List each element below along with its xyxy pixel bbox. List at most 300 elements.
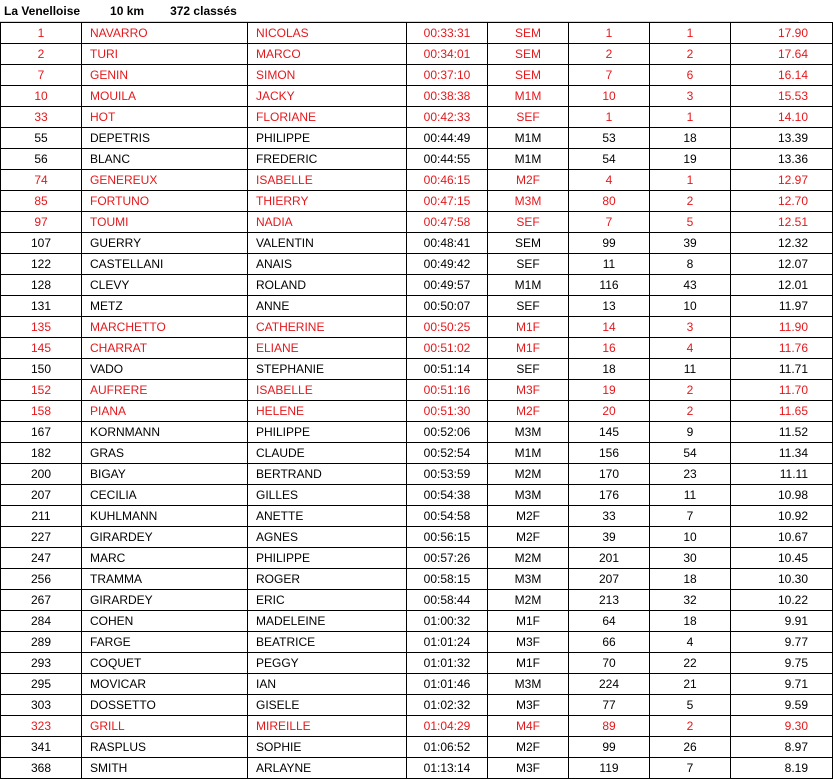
table-row <box>1 212 833 233</box>
cell-gender-rank: 7 <box>569 65 650 86</box>
table-row <box>1 485 833 506</box>
cell-place: 284 <box>1 611 82 632</box>
cell-category-rank: 2 <box>650 716 731 737</box>
table-row <box>1 695 833 716</box>
cell-time: 00:49:57 <box>407 275 488 296</box>
cell-gender-rank: 18 <box>569 359 650 380</box>
cell-category: SEM <box>488 233 569 254</box>
cell-lastname: CHARRAT <box>82 338 248 359</box>
cell-lastname: BLANC <box>82 149 248 170</box>
cell-place: 211 <box>1 506 82 527</box>
cell-category-rank: 26 <box>650 737 731 758</box>
table-row <box>1 632 833 653</box>
table-row <box>1 716 833 737</box>
cell-place: 200 <box>1 464 82 485</box>
cell-gender-rank: 7 <box>569 212 650 233</box>
cell-speed: 11.65 <box>731 401 833 422</box>
cell-speed: 17.90 <box>731 23 833 44</box>
cell-category: SEM <box>488 65 569 86</box>
cell-time: 00:52:54 <box>407 443 488 464</box>
cell-speed: 13.39 <box>731 128 833 149</box>
cell-firstname: CATHERINE <box>248 317 407 338</box>
cell-time: 00:48:41 <box>407 233 488 254</box>
cell-gender-rank: 16 <box>569 338 650 359</box>
cell-firstname: CLAUDE <box>248 443 407 464</box>
cell-place: 293 <box>1 653 82 674</box>
table-row <box>1 653 833 674</box>
cell-category: M1M <box>488 443 569 464</box>
cell-lastname: GENEREUX <box>82 170 248 191</box>
cell-firstname: NADIA <box>248 212 407 233</box>
cell-lastname: FORTUNO <box>82 191 248 212</box>
cell-firstname: JACKY <box>248 86 407 107</box>
cell-lastname: NAVARRO <box>82 23 248 44</box>
cell-category: SEM <box>488 23 569 44</box>
table-row <box>1 128 833 149</box>
cell-speed: 13.36 <box>731 149 833 170</box>
table-row <box>1 233 833 254</box>
table-row <box>1 170 833 191</box>
table-row <box>1 338 833 359</box>
cell-category-rank: 9 <box>650 422 731 443</box>
cell-firstname: ERIC <box>248 590 407 611</box>
table-row <box>1 254 833 275</box>
cell-speed: 16.14 <box>731 65 833 86</box>
cell-lastname: PIANA <box>82 401 248 422</box>
cell-gender-rank: 10 <box>569 86 650 107</box>
cell-lastname: TOUMI <box>82 212 248 233</box>
cell-firstname: ISABELLE <box>248 170 407 191</box>
cell-speed: 11.11 <box>731 464 833 485</box>
cell-gender-rank: 201 <box>569 548 650 569</box>
cell-speed: 10.22 <box>731 590 833 611</box>
cell-time: 01:06:52 <box>407 737 488 758</box>
cell-speed: 12.01 <box>731 275 833 296</box>
cell-category-rank: 43 <box>650 275 731 296</box>
cell-place: 182 <box>1 443 82 464</box>
cell-firstname: MARCO <box>248 44 407 65</box>
cell-place: 145 <box>1 338 82 359</box>
cell-time: 01:01:32 <box>407 653 488 674</box>
cell-lastname: DOSSETTO <box>82 695 248 716</box>
table-row <box>1 443 833 464</box>
cell-time: 00:56:15 <box>407 527 488 548</box>
cell-place: 135 <box>1 317 82 338</box>
cell-speed: 10.92 <box>731 506 833 527</box>
cell-gender-rank: 145 <box>569 422 650 443</box>
cell-speed: 12.70 <box>731 191 833 212</box>
cell-firstname: STEPHANIE <box>248 359 407 380</box>
cell-firstname: BEATRICE <box>248 632 407 653</box>
table-row <box>1 23 833 44</box>
cell-time: 00:51:14 <box>407 359 488 380</box>
table-row <box>1 296 833 317</box>
table-row <box>1 401 833 422</box>
cell-place: 56 <box>1 149 82 170</box>
cell-gender-rank: 53 <box>569 128 650 149</box>
cell-category: M1M <box>488 275 569 296</box>
cell-category-rank: 39 <box>650 233 731 254</box>
cell-speed: 12.51 <box>731 212 833 233</box>
cell-place: 289 <box>1 632 82 653</box>
cell-gender-rank: 14 <box>569 317 650 338</box>
cell-category: SEF <box>488 107 569 128</box>
cell-gender-rank: 116 <box>569 275 650 296</box>
cell-time: 00:51:02 <box>407 338 488 359</box>
cell-category-rank: 2 <box>650 401 731 422</box>
cell-firstname: FREDERIC <box>248 149 407 170</box>
cell-category: M2F <box>488 527 569 548</box>
cell-category-rank: 19 <box>650 149 731 170</box>
cell-category: M1M <box>488 86 569 107</box>
cell-firstname: ROLAND <box>248 275 407 296</box>
cell-category: M2M <box>488 464 569 485</box>
cell-time: 01:01:24 <box>407 632 488 653</box>
cell-place: 10 <box>1 86 82 107</box>
cell-time: 00:47:58 <box>407 212 488 233</box>
cell-place: 341 <box>1 737 82 758</box>
cell-speed: 11.90 <box>731 317 833 338</box>
cell-gender-rank: 89 <box>569 716 650 737</box>
cell-firstname: PEGGY <box>248 653 407 674</box>
cell-place: 122 <box>1 254 82 275</box>
table-row <box>1 737 833 758</box>
cell-category-rank: 21 <box>650 674 731 695</box>
cell-firstname: ELIANE <box>248 338 407 359</box>
cell-firstname: MADELEINE <box>248 611 407 632</box>
table-row <box>1 359 833 380</box>
cell-time: 01:04:29 <box>407 716 488 737</box>
cell-category: M3F <box>488 758 569 779</box>
cell-gender-rank: 39 <box>569 527 650 548</box>
cell-speed: 11.34 <box>731 443 833 464</box>
cell-firstname: IAN <box>248 674 407 695</box>
cell-category: SEM <box>488 44 569 65</box>
cell-speed: 11.52 <box>731 422 833 443</box>
cell-category-rank: 1 <box>650 107 731 128</box>
cell-gender-rank: 70 <box>569 653 650 674</box>
cell-category: SEF <box>488 254 569 275</box>
cell-category: M3F <box>488 380 569 401</box>
cell-speed: 9.30 <box>731 716 833 737</box>
cell-lastname: MOUILA <box>82 86 248 107</box>
cell-firstname: VALENTIN <box>248 233 407 254</box>
cell-category-rank: 7 <box>650 758 731 779</box>
cell-place: 323 <box>1 716 82 737</box>
table-row <box>1 380 833 401</box>
cell-gender-rank: 80 <box>569 191 650 212</box>
cell-gender-rank: 170 <box>569 464 650 485</box>
table-row <box>1 506 833 527</box>
cell-lastname: COQUET <box>82 653 248 674</box>
cell-category: M3F <box>488 695 569 716</box>
cell-category-rank: 3 <box>650 317 731 338</box>
cell-place: 85 <box>1 191 82 212</box>
cell-speed: 17.64 <box>731 44 833 65</box>
cell-lastname: GIRARDEY <box>82 527 248 548</box>
cell-category: SEF <box>488 296 569 317</box>
cell-time: 01:13:14 <box>407 758 488 779</box>
cell-time: 00:33:31 <box>407 23 488 44</box>
cell-place: 267 <box>1 590 82 611</box>
cell-firstname: PHILIPPE <box>248 548 407 569</box>
cell-category-rank: 11 <box>650 359 731 380</box>
cell-category: M1F <box>488 653 569 674</box>
cell-lastname: FARGE <box>82 632 248 653</box>
table-row <box>1 107 833 128</box>
cell-speed: 9.77 <box>731 632 833 653</box>
cell-firstname: ISABELLE <box>248 380 407 401</box>
cell-category: M1M <box>488 149 569 170</box>
cell-category-rank: 8 <box>650 254 731 275</box>
cell-category-rank: 5 <box>650 695 731 716</box>
cell-place: 150 <box>1 359 82 380</box>
cell-gender-rank: 156 <box>569 443 650 464</box>
cell-lastname: COHEN <box>82 611 248 632</box>
cell-place: 167 <box>1 422 82 443</box>
cell-place: 158 <box>1 401 82 422</box>
cell-place: 152 <box>1 380 82 401</box>
cell-gender-rank: 54 <box>569 149 650 170</box>
table-row <box>1 674 833 695</box>
cell-speed: 8.97 <box>731 737 833 758</box>
cell-place: 247 <box>1 548 82 569</box>
cell-time: 00:58:15 <box>407 569 488 590</box>
cell-lastname: GIRARDEY <box>82 590 248 611</box>
cell-gender-rank: 77 <box>569 695 650 716</box>
cell-category: M1F <box>488 317 569 338</box>
cell-place: 7 <box>1 65 82 86</box>
cell-place: 55 <box>1 128 82 149</box>
table-row <box>1 590 833 611</box>
cell-category: M1F <box>488 611 569 632</box>
cell-speed: 12.07 <box>731 254 833 275</box>
cell-category-rank: 23 <box>650 464 731 485</box>
cell-category-rank: 3 <box>650 86 731 107</box>
cell-place: 207 <box>1 485 82 506</box>
cell-time: 00:51:30 <box>407 401 488 422</box>
cell-place: 74 <box>1 170 82 191</box>
cell-speed: 12.97 <box>731 170 833 191</box>
cell-gender-rank: 19 <box>569 380 650 401</box>
cell-category: M3M <box>488 485 569 506</box>
cell-category-rank: 1 <box>650 170 731 191</box>
cell-time: 00:50:25 <box>407 317 488 338</box>
cell-speed: 10.98 <box>731 485 833 506</box>
cell-speed: 9.59 <box>731 695 833 716</box>
cell-time: 00:57:26 <box>407 548 488 569</box>
cell-firstname: THIERRY <box>248 191 407 212</box>
cell-category-rank: 32 <box>650 590 731 611</box>
cell-place: 227 <box>1 527 82 548</box>
cell-lastname: KUHLMANN <box>82 506 248 527</box>
cell-time: 00:54:38 <box>407 485 488 506</box>
cell-place: 33 <box>1 107 82 128</box>
cell-firstname: HELENE <box>248 401 407 422</box>
cell-lastname: GRILL <box>82 716 248 737</box>
cell-place: 128 <box>1 275 82 296</box>
cell-speed: 11.71 <box>731 359 833 380</box>
cell-category: M2M <box>488 548 569 569</box>
cell-firstname: NICOLAS <box>248 23 407 44</box>
table-row <box>1 86 833 107</box>
cell-speed: 9.75 <box>731 653 833 674</box>
cell-gender-rank: 119 <box>569 758 650 779</box>
race-distance: 10 km <box>110 3 145 18</box>
cell-category-rank: 11 <box>650 485 731 506</box>
cell-category-rank: 10 <box>650 296 731 317</box>
cell-gender-rank: 13 <box>569 296 650 317</box>
cell-lastname: BIGAY <box>82 464 248 485</box>
cell-category-rank: 18 <box>650 128 731 149</box>
cell-place: 131 <box>1 296 82 317</box>
cell-gender-rank: 1 <box>569 107 650 128</box>
cell-time: 01:00:32 <box>407 611 488 632</box>
cell-speed: 14.10 <box>731 107 833 128</box>
cell-firstname: PHILIPPE <box>248 128 407 149</box>
cell-category-rank: 6 <box>650 65 731 86</box>
cell-speed: 11.97 <box>731 296 833 317</box>
cell-lastname: GENIN <box>82 65 248 86</box>
cell-lastname: GRAS <box>82 443 248 464</box>
cell-firstname: PHILIPPE <box>248 422 407 443</box>
cell-firstname: SOPHIE <box>248 737 407 758</box>
cell-firstname: GILLES <box>248 485 407 506</box>
cell-speed: 10.30 <box>731 569 833 590</box>
cell-speed: 10.45 <box>731 548 833 569</box>
cell-category: M1M <box>488 128 569 149</box>
cell-time: 01:01:46 <box>407 674 488 695</box>
cell-lastname: TURI <box>82 44 248 65</box>
cell-category: M2F <box>488 401 569 422</box>
cell-firstname: ANETTE <box>248 506 407 527</box>
cell-speed: 12.32 <box>731 233 833 254</box>
table-row <box>1 44 833 65</box>
cell-lastname: SMITH <box>82 758 248 779</box>
table-row <box>1 758 833 779</box>
cell-gender-rank: 1 <box>569 23 650 44</box>
cell-category: SEF <box>488 212 569 233</box>
cell-lastname: CECILIA <box>82 485 248 506</box>
cell-time: 00:44:55 <box>407 149 488 170</box>
cell-lastname: CLEVY <box>82 275 248 296</box>
table-row <box>1 464 833 485</box>
cell-lastname: TRAMMA <box>82 569 248 590</box>
cell-place: 368 <box>1 758 82 779</box>
cell-category: M2F <box>488 737 569 758</box>
cell-category: SEF <box>488 359 569 380</box>
table-row <box>1 65 833 86</box>
cell-lastname: MARC <box>82 548 248 569</box>
table-row <box>1 569 833 590</box>
cell-time: 00:52:06 <box>407 422 488 443</box>
cell-category-rank: 18 <box>650 569 731 590</box>
cell-gender-rank: 99 <box>569 737 650 758</box>
cell-time: 00:50:07 <box>407 296 488 317</box>
cell-place: 295 <box>1 674 82 695</box>
cell-firstname: ANNE <box>248 296 407 317</box>
race-name: La Venelloise <box>4 3 81 18</box>
cell-gender-rank: 11 <box>569 254 650 275</box>
cell-firstname: MIREILLE <box>248 716 407 737</box>
cell-gender-rank: 213 <box>569 590 650 611</box>
cell-category-rank: 10 <box>650 527 731 548</box>
cell-lastname: CASTELLANI <box>82 254 248 275</box>
cell-category: M2F <box>488 170 569 191</box>
cell-category: M3M <box>488 674 569 695</box>
table-row <box>1 527 833 548</box>
cell-category-rank: 22 <box>650 653 731 674</box>
cell-gender-rank: 64 <box>569 611 650 632</box>
cell-lastname: MARCHETTO <box>82 317 248 338</box>
cell-lastname: KORNMANN <box>82 422 248 443</box>
cell-place: 256 <box>1 569 82 590</box>
cell-speed: 10.67 <box>731 527 833 548</box>
cell-speed: 8.19 <box>731 758 833 779</box>
cell-time: 00:49:42 <box>407 254 488 275</box>
cell-place: 2 <box>1 44 82 65</box>
cell-time: 00:53:59 <box>407 464 488 485</box>
cell-category-rank: 2 <box>650 380 731 401</box>
cell-gender-rank: 2 <box>569 44 650 65</box>
cell-category: M2M <box>488 590 569 611</box>
cell-category-rank: 18 <box>650 611 731 632</box>
cell-category-rank: 54 <box>650 443 731 464</box>
cell-lastname: METZ <box>82 296 248 317</box>
cell-gender-rank: 224 <box>569 674 650 695</box>
cell-time: 00:42:33 <box>407 107 488 128</box>
cell-firstname: GISELE <box>248 695 407 716</box>
cell-gender-rank: 66 <box>569 632 650 653</box>
cell-firstname: AGNES <box>248 527 407 548</box>
cell-category-rank: 4 <box>650 338 731 359</box>
cell-category-rank: 2 <box>650 44 731 65</box>
cell-place: 1 <box>1 23 82 44</box>
table-row <box>1 317 833 338</box>
cell-time: 00:47:15 <box>407 191 488 212</box>
cell-time: 00:46:15 <box>407 170 488 191</box>
cell-category-rank: 7 <box>650 506 731 527</box>
cell-gender-rank: 99 <box>569 233 650 254</box>
cell-category: M3M <box>488 569 569 590</box>
cell-firstname: SIMON <box>248 65 407 86</box>
cell-time: 00:58:44 <box>407 590 488 611</box>
cell-firstname: ROGER <box>248 569 407 590</box>
cell-firstname: ANAIS <box>248 254 407 275</box>
cell-gender-rank: 20 <box>569 401 650 422</box>
cell-lastname: AUFRERE <box>82 380 248 401</box>
table-row <box>1 275 833 296</box>
cell-place: 97 <box>1 212 82 233</box>
cell-category: M3M <box>488 191 569 212</box>
finisher-count: 372 classés <box>170 3 237 18</box>
results-table <box>0 22 833 779</box>
sheet-header <box>0 0 799 22</box>
cell-category: M1F <box>488 338 569 359</box>
table-row <box>1 149 833 170</box>
cell-lastname: MOVICAR <box>82 674 248 695</box>
cell-category: M3F <box>488 632 569 653</box>
cell-time: 00:37:10 <box>407 65 488 86</box>
cell-category-rank: 5 <box>650 212 731 233</box>
cell-lastname: HOT <box>82 107 248 128</box>
cell-time: 01:02:32 <box>407 695 488 716</box>
cell-gender-rank: 207 <box>569 569 650 590</box>
cell-gender-rank: 4 <box>569 170 650 191</box>
cell-gender-rank: 176 <box>569 485 650 506</box>
cell-place: 303 <box>1 695 82 716</box>
cell-firstname: BERTRAND <box>248 464 407 485</box>
